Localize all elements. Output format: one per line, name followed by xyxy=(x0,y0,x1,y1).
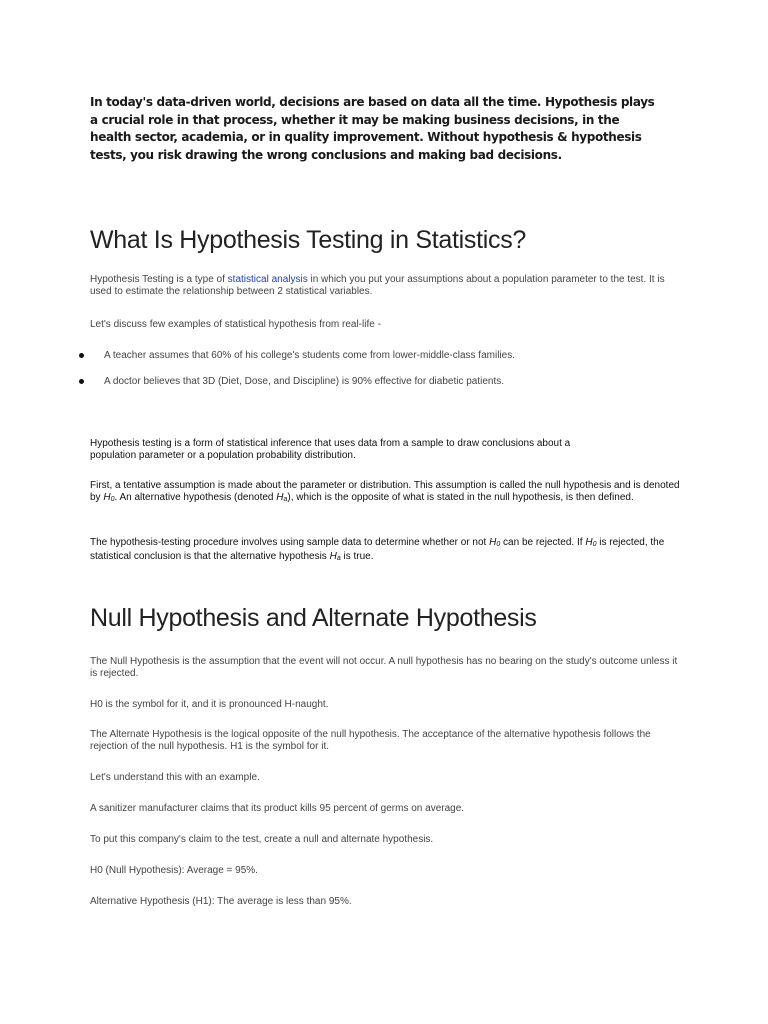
symbol-letter: H xyxy=(103,492,111,504)
text-span: The hypothesis-testing procedure involves using sample data to determine whether or not xyxy=(90,537,490,548)
symbol-subscript: 0 xyxy=(110,496,115,504)
paragraph-null-hypothesis: The Null Hypothesis is the assumption that the event will not occur. A null hypothesis has no bearing on the study's outcome unless it is rejected. xyxy=(90,656,678,680)
paragraph-sanitizer-claim: A sanitizer manufacturer claims that its product kills 95 percent of germs on average. xyxy=(90,803,465,814)
symbol-subscript: 0 xyxy=(496,541,501,548)
symbol-letter: H xyxy=(585,537,593,548)
paragraph-null-assumption xyxy=(90,480,680,507)
text-span: . An alternative hypothesis (denoted xyxy=(114,492,277,504)
symbol-ha xyxy=(330,551,341,562)
symbol-h0 xyxy=(585,537,596,548)
section-heading-hypothesis-testing: What Is Hypothesis Testing in Statistics? xyxy=(90,226,527,254)
symbol-subscript: a xyxy=(283,496,288,504)
symbol-h0 xyxy=(489,537,500,548)
paragraph-test-claim: To put this company's claim to the test, create a null and alternate hypothesis. xyxy=(90,834,434,845)
text-span: ), which is the opposite of what is stated in the null hypothesis, is then defined. xyxy=(287,492,634,504)
bullet-icon xyxy=(79,379,84,384)
list-item-text: A teacher assumes that 60% of his college's students come from lower-middle-class families. xyxy=(104,350,515,361)
paragraph-inference: Hypothesis testing is a form of statistical inference that uses data from a sample to draw conclusions about a population parameter or a population probability distribution. xyxy=(90,438,571,462)
paragraph-definition xyxy=(90,274,680,299)
symbol-letter: H xyxy=(329,551,337,563)
section-heading-null-alternate: Null Hypothesis and Alternate Hypothesis xyxy=(90,604,537,632)
paragraph-alternate-hypothesis: The Alternate Hypothesis is the logical opposite of the null hypothesis. The acceptance of the alternative hypothesis follows the rejection of the null hypothesis. H1 is the symbol for it. xyxy=(90,729,651,753)
text-span: First, a tentative assumption is made about the parameter or distribution. This assumption is called the null hypothesis and is denoted by xyxy=(90,480,680,504)
symbol-letter: H xyxy=(489,537,497,548)
text-span: is true. xyxy=(340,551,374,563)
paragraph-procedure xyxy=(90,537,680,566)
paragraph-h0-statement: H0 (Null Hypothesis): Average = 95%. xyxy=(90,865,258,876)
symbol-subscript: 0 xyxy=(592,541,597,548)
list-item-text: A doctor believes that 3D (Diet, Dose, and Discipline) is 90% effective for diabetic patients. xyxy=(104,376,505,387)
paragraph-h0-symbol: H0 is the symbol for it, and it is pronounced H-naught. xyxy=(90,699,329,710)
intro-paragraph: In today's data-driven world, decisions are based on data all the time. Hypothesis plays a crucial role in that process, whether it may be making business decisions, in the health sector, academia, or in quality improvement. Without hypothesis & hypothesis tests, you risk drawing the wrong conclusions and making bad decisions. xyxy=(90,95,655,162)
text-span: Hypothesis Testing is a type of xyxy=(90,274,228,285)
text-span: is rejected, the statistical conclusion is that the alternative hypothesis xyxy=(90,537,665,563)
paragraph-examples-intro: Let's discuss few examples of statistical hypothesis from real-life - xyxy=(90,319,381,330)
symbol-subscript: a xyxy=(336,555,341,563)
paragraph-h1-statement: Alternative Hypothesis (H1): The average is less than 95%. xyxy=(90,896,352,907)
bullet-icon xyxy=(79,353,84,358)
text-span: can be rejected. If xyxy=(500,537,586,548)
statistical-analysis-link[interactable]: statistical analysis xyxy=(227,274,308,285)
symbol-letter: H xyxy=(276,492,284,504)
paragraph-example-intro: Let's understand this with an example. xyxy=(90,772,260,783)
symbol-h0 xyxy=(103,492,114,503)
symbol-ha xyxy=(276,492,287,503)
text-span: in which you put your assumptions about a population parameter to the test. It is used to estimate the relationship between 2 statistical variables. xyxy=(90,274,665,298)
